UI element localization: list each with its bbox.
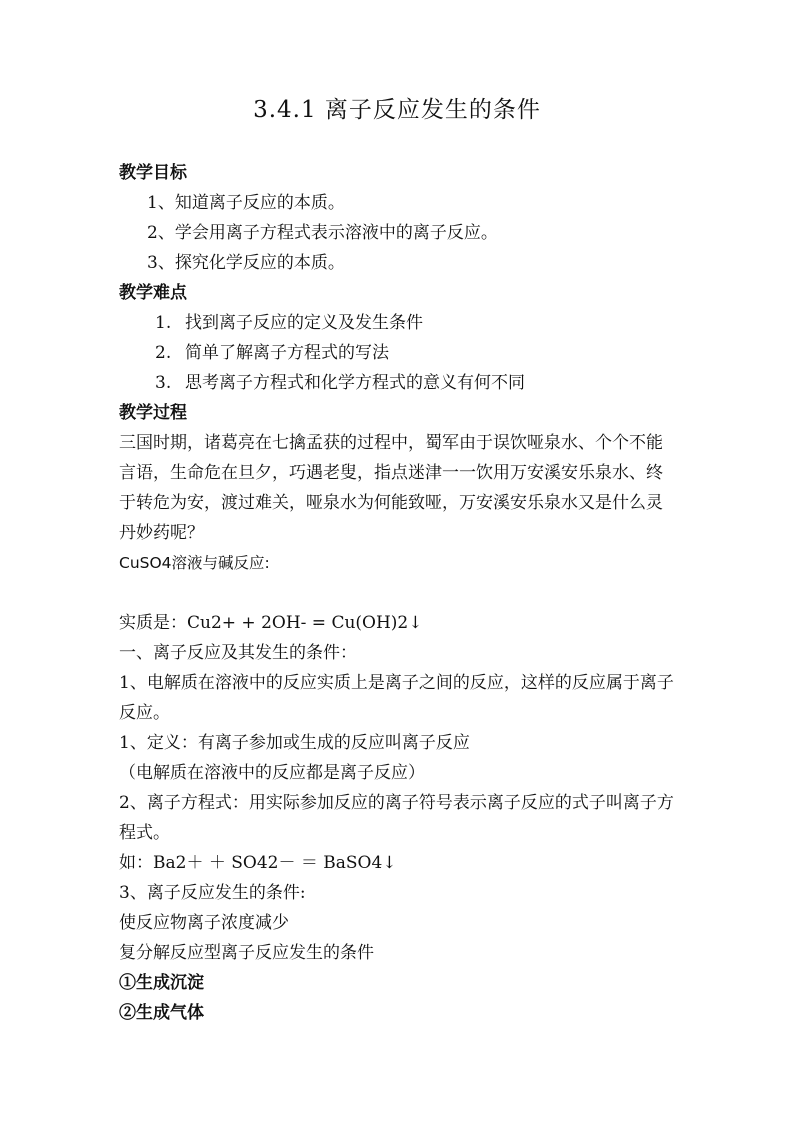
section-heading: 一、离子反应及其发生的条件：: [119, 643, 357, 663]
goal-item: 2、学会用离子方程式表示溶液中的离子反应。: [147, 223, 498, 243]
equation-definition: 2、离子方程式：用实际参加反应的离子符号表示离子反应的式子叫离子方程式。: [119, 793, 674, 843]
process-heading: 教学过程: [119, 403, 187, 423]
condition-precipitate: ①生成沉淀: [119, 973, 204, 993]
difficulty-number: 3.: [155, 373, 172, 393]
goal-item: 1、知道离子反应的本质。: [147, 193, 345, 213]
definition-line: 1、定义：有离子参加或生成的反应叫离子反应: [119, 733, 470, 753]
difficulty-item: [119, 368, 689, 398]
essence-equation: 实质是：Cu2+ + 2OH- = Cu(OH)2↓: [119, 613, 423, 633]
difficulty-item: [119, 338, 689, 368]
goals-heading: 教学目标: [119, 163, 187, 183]
difficulty-text: 找到离子反应的定义及发生条件: [185, 313, 423, 333]
conditions-heading: 3、离子反应发生的条件:: [119, 883, 306, 903]
difficulties-heading: 教学难点: [119, 283, 187, 303]
definition-note: （电解质在溶液中的反应都是离子反应）: [119, 763, 425, 783]
difficulty-text: 思考离子方程式和化学方程式的意义有何不同: [185, 373, 525, 393]
double-decomposition-line: 复分解反应型离子反应发生的条件: [119, 943, 374, 963]
page-title: 3.4.1 离子反应发生的条件: [253, 97, 541, 123]
document-body: [119, 158, 689, 1028]
reaction-label: CuSO4溶液与碱反应:: [119, 554, 270, 572]
condition-gas: ②生成气体: [119, 1003, 204, 1023]
story-paragraph: 三国时期，诸葛亮在七擒孟获的过程中，蜀军由于误饮哑泉水、个个不能言语，生命危在旦夕，巧遇老叟，指点迷津一一饮用万安溪安乐泉水、终于转危为安，渡过难关，哑泉水为何能致哑，万安溪安乐泉水又是什么灵丹妙药呢？: [119, 433, 663, 543]
point-paragraph: 1、电解质在溶液中的反应实质上是离子之间的反应，这样的反应属于离子反应。: [119, 673, 674, 723]
goal-item: 3、探究化学反应的本质。: [147, 253, 345, 273]
difficulty-number: 2.: [155, 343, 172, 363]
difficulty-item: [119, 308, 689, 338]
example-equation: 如：Ba2＋ ＋ SO42－ ＝ BaSO4↓: [119, 853, 397, 873]
difficulty-number: 1.: [155, 313, 172, 333]
reduce-line: 使反应物离子浓度减少: [119, 913, 289, 933]
blank-line: [119, 578, 689, 608]
difficulty-text: 简单了解离子方程式的写法: [185, 343, 389, 363]
